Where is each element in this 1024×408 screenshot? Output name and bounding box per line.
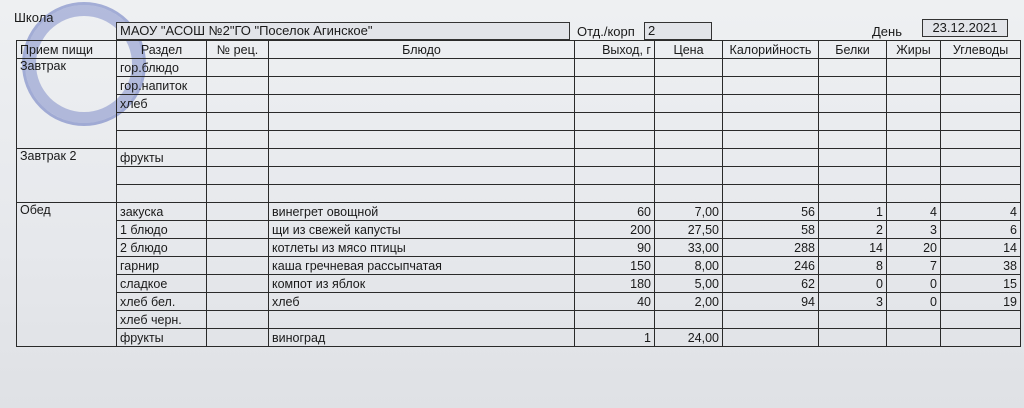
col-recipe: № рец. [207, 41, 269, 59]
cell-output [575, 59, 655, 77]
cell-fat: 4 [887, 203, 941, 221]
cell-recipe [207, 113, 269, 131]
cell-recipe [207, 77, 269, 95]
cell-price [655, 113, 723, 131]
cell-price [655, 311, 723, 329]
cell-carbs [941, 113, 1021, 131]
col-section: Раздел [117, 41, 207, 59]
table-row [17, 77, 1021, 95]
day-value: 23.12.2021 [922, 19, 1008, 37]
cell-dish [269, 185, 575, 203]
cell-output [575, 149, 655, 167]
cell-fat [887, 149, 941, 167]
cell-price: 33,00 [655, 239, 723, 257]
cell-protein [819, 311, 887, 329]
cell-calories [723, 113, 819, 131]
table-row [17, 275, 1021, 293]
cell-meal: Завтрак [17, 59, 117, 149]
cell-recipe [207, 293, 269, 311]
table-row [17, 59, 1021, 77]
cell-recipe [207, 311, 269, 329]
cell-price [655, 185, 723, 203]
cell-calories: 94 [723, 293, 819, 311]
cell-output: 150 [575, 257, 655, 275]
table-row [17, 221, 1021, 239]
cell-calories: 246 [723, 257, 819, 275]
col-output: Выход, г [575, 41, 655, 59]
table-body [17, 59, 1021, 347]
cell-fat: 20 [887, 239, 941, 257]
cell-fat: 7 [887, 257, 941, 275]
cell-price [655, 167, 723, 185]
cell-section: фрукты [117, 329, 207, 347]
cell-dish [269, 77, 575, 95]
cell-meal: Завтрак 2 [17, 149, 117, 203]
cell-section [117, 185, 207, 203]
cell-protein [819, 131, 887, 149]
cell-protein [819, 167, 887, 185]
cell-output [575, 311, 655, 329]
cell-output [575, 77, 655, 95]
cell-protein: 8 [819, 257, 887, 275]
cell-carbs [941, 95, 1021, 113]
cell-calories: 288 [723, 239, 819, 257]
cell-calories [723, 95, 819, 113]
cell-calories [723, 59, 819, 77]
cell-meal: Обед [17, 203, 117, 347]
cell-protein: 14 [819, 239, 887, 257]
cell-dish [269, 113, 575, 131]
table-row [17, 239, 1021, 257]
cell-section: хлеб [117, 95, 207, 113]
cell-output [575, 131, 655, 149]
cell-output: 90 [575, 239, 655, 257]
school-value: МАОУ "АСОШ №2"ГО "Поселок Агинское" [116, 22, 570, 40]
cell-protein: 0 [819, 275, 887, 293]
cell-carbs [941, 77, 1021, 95]
cell-carbs: 6 [941, 221, 1021, 239]
cell-price: 24,00 [655, 329, 723, 347]
cell-carbs [941, 329, 1021, 347]
cell-dish: щи из свежей капусты [269, 221, 575, 239]
cell-fat: 0 [887, 275, 941, 293]
dept-label: Отд./корп [577, 24, 635, 39]
table-row [17, 311, 1021, 329]
cell-calories: 56 [723, 203, 819, 221]
cell-output [575, 113, 655, 131]
table-row [17, 131, 1021, 149]
cell-dish [269, 95, 575, 113]
col-meal: Прием пищи [17, 41, 117, 59]
cell-output: 40 [575, 293, 655, 311]
cell-recipe [207, 185, 269, 203]
col-carbs: Углеводы [941, 41, 1021, 59]
cell-calories [723, 131, 819, 149]
table-row [17, 257, 1021, 275]
cell-calories [723, 77, 819, 95]
table-row [17, 95, 1021, 113]
cell-price [655, 77, 723, 95]
cell-section: фрукты [117, 149, 207, 167]
cell-calories [723, 329, 819, 347]
cell-protein [819, 329, 887, 347]
cell-output: 1 [575, 329, 655, 347]
cell-calories [723, 311, 819, 329]
cell-section [117, 113, 207, 131]
cell-fat [887, 185, 941, 203]
cell-dish [269, 167, 575, 185]
cell-protein [819, 95, 887, 113]
cell-output: 200 [575, 221, 655, 239]
cell-carbs: 19 [941, 293, 1021, 311]
cell-carbs [941, 59, 1021, 77]
table-row [17, 293, 1021, 311]
cell-output [575, 95, 655, 113]
cell-output [575, 185, 655, 203]
cell-dish: каша гречневая рассыпчатая [269, 257, 575, 275]
cell-price [655, 149, 723, 167]
cell-carbs [941, 149, 1021, 167]
cell-dish [269, 59, 575, 77]
cell-protein [819, 149, 887, 167]
cell-recipe [207, 221, 269, 239]
cell-protein: 3 [819, 293, 887, 311]
cell-fat [887, 311, 941, 329]
cell-protein: 1 [819, 203, 887, 221]
cell-carbs: 15 [941, 275, 1021, 293]
cell-price [655, 59, 723, 77]
cell-carbs: 14 [941, 239, 1021, 257]
table-row [17, 167, 1021, 185]
cell-recipe [207, 239, 269, 257]
cell-section: хлеб черн. [117, 311, 207, 329]
cell-section: 2 блюдо [117, 239, 207, 257]
cell-calories [723, 185, 819, 203]
cell-protein [819, 113, 887, 131]
cell-price: 27,50 [655, 221, 723, 239]
table-row [17, 185, 1021, 203]
cell-protein: 2 [819, 221, 887, 239]
cell-output [575, 167, 655, 185]
school-label: Школа [14, 10, 54, 25]
table-row [17, 149, 1021, 167]
menu-table [16, 40, 1021, 347]
day-label: День [872, 24, 902, 39]
cell-output: 60 [575, 203, 655, 221]
cell-section [117, 131, 207, 149]
cell-dish: котлеты из мясо птицы [269, 239, 575, 257]
cell-section: хлеб бел. [117, 293, 207, 311]
cell-fat [887, 77, 941, 95]
cell-fat: 3 [887, 221, 941, 239]
cell-section: гор.блюдо [117, 59, 207, 77]
cell-price [655, 95, 723, 113]
cell-fat: 0 [887, 293, 941, 311]
cell-fat [887, 131, 941, 149]
cell-section: закуска [117, 203, 207, 221]
cell-section: 1 блюдо [117, 221, 207, 239]
cell-dish: виноград [269, 329, 575, 347]
cell-protein [819, 77, 887, 95]
cell-dish [269, 131, 575, 149]
cell-protein [819, 59, 887, 77]
cell-dish: винегрет овощной [269, 203, 575, 221]
cell-recipe [207, 257, 269, 275]
cell-carbs [941, 167, 1021, 185]
cell-calories [723, 167, 819, 185]
table-row [17, 113, 1021, 131]
cell-section: гарнир [117, 257, 207, 275]
col-dish: Блюдо [269, 41, 575, 59]
cell-fat [887, 95, 941, 113]
cell-carbs [941, 185, 1021, 203]
cell-recipe [207, 59, 269, 77]
cell-price: 8,00 [655, 257, 723, 275]
col-protein: Белки [819, 41, 887, 59]
cell-output: 180 [575, 275, 655, 293]
cell-calories: 62 [723, 275, 819, 293]
cell-calories [723, 149, 819, 167]
cell-price: 2,00 [655, 293, 723, 311]
cell-recipe [207, 275, 269, 293]
cell-dish: хлеб [269, 293, 575, 311]
cell-section: гор.напиток [117, 77, 207, 95]
col-calories: Калорийность [723, 41, 819, 59]
cell-carbs: 38 [941, 257, 1021, 275]
cell-recipe [207, 149, 269, 167]
cell-carbs [941, 311, 1021, 329]
table-header-row [17, 41, 1021, 59]
cell-recipe [207, 95, 269, 113]
cell-section: сладкое [117, 275, 207, 293]
cell-fat [887, 329, 941, 347]
col-fat: Жиры [887, 41, 941, 59]
cell-fat [887, 113, 941, 131]
cell-dish [269, 149, 575, 167]
cell-fat [887, 167, 941, 185]
col-price: Цена [655, 41, 723, 59]
cell-fat [887, 59, 941, 77]
cell-protein [819, 185, 887, 203]
cell-price: 7,00 [655, 203, 723, 221]
cell-recipe [207, 329, 269, 347]
table-row [17, 203, 1021, 221]
cell-section [117, 167, 207, 185]
table-row [17, 329, 1021, 347]
cell-price: 5,00 [655, 275, 723, 293]
cell-recipe [207, 131, 269, 149]
cell-dish [269, 311, 575, 329]
cell-carbs: 4 [941, 203, 1021, 221]
cell-price [655, 131, 723, 149]
cell-carbs [941, 131, 1021, 149]
cell-recipe [207, 203, 269, 221]
cell-recipe [207, 167, 269, 185]
cell-calories: 58 [723, 221, 819, 239]
cell-dish: компот из яблок [269, 275, 575, 293]
dept-value: 2 [644, 22, 712, 40]
